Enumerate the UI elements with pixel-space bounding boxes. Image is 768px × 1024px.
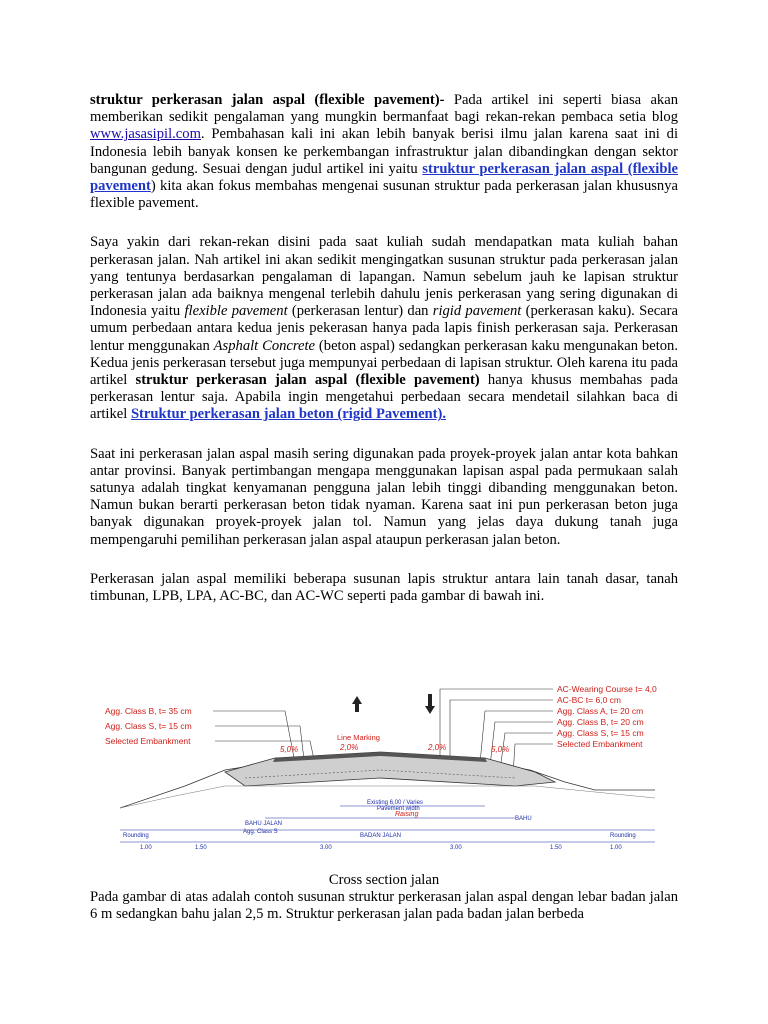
- existing-label: Existing 6,00 / Varies: [367, 800, 423, 806]
- rounding-left-label: Rounding: [123, 833, 149, 839]
- intro-title: struktur perkerasan jalan aspal (flexible pavement)-: [90, 92, 445, 108]
- down-arrow-icon: [425, 694, 435, 714]
- dimension-labels: [123, 800, 636, 851]
- cross-section-drawing: [95, 678, 665, 858]
- right-label-acbc: AC-BC t= 6,0 cm: [557, 695, 622, 705]
- slope-right-lane: 2,0%: [428, 743, 447, 752]
- right-label-class-a: Agg. Class A, t= 20 cm: [557, 706, 644, 716]
- right-layer-labels: [557, 684, 657, 749]
- rigid-pavement-link[interactable]: Struktur perkerasan jalan beton (rigid Pavement).: [130, 406, 447, 423]
- slope-left-lane: 2,0%: [340, 743, 359, 752]
- bahu-label: BAHU: [515, 816, 532, 822]
- raising-label: Raising: [395, 811, 419, 818]
- slope-right-shoulder: 5,0%: [491, 745, 510, 754]
- flexible-pavement-link[interactable]: struktur perkerasan jalan aspal (flexible pavement: [90, 160, 679, 195]
- dim-1: 1.00: [140, 845, 152, 851]
- left-label-embankment: Selected Embankment: [105, 736, 191, 746]
- dim-4: 3.00: [450, 845, 462, 851]
- right-label-class-b: Agg. Class B, t= 20 cm: [557, 717, 644, 727]
- right-label-acwc: AC-Wearing Course t= 4,0: [557, 684, 657, 694]
- dim-2: 1.50: [195, 845, 207, 851]
- line-marking-label: Line Marking: [337, 733, 380, 742]
- dim-5: 1.50: [550, 845, 562, 851]
- paragraph-types: Saya yakin dari rekan-rekan disini pada saat kuliah sudah mendapatkan mata kuliah bahan perkerasan jalan. Nah artikel ini akan sedikit mengingatkan susunan struktur pada perkerasan jalan yang tentunya berdasarkan pengalaman di lapangan. Namun sebelum jauh ke lapisan struktur perkerasan jalan ada baiknya mengenal terlebih dahulu jenis perkerasan yang sering digunakan di Indonesia yaitu flexible pavement (perkerasan lentur) dan rigid pavement (perkerasan kaku). Secara umum perbedaan antara kedua jenis pekerasan hanya pada lapis finish perkerasan saja. Perkerasan lentur menggunakan Asphalt Concrete (beton aspal) sedangkan perkerasan kaku mengunakan beton. Kedua jenis perkerasan tersebut juga mempunyai perbedaan di lapisan struktur. Oleh karena itu pada artikel struktur perkerasan jalan aspal (flexible pavement) hanya khusus membahas pada perkerasan lentur saja. Apabila ingin mengetahui perbedaan secara mendetail silahkan baca di artikel Struktur perkerasan jalan beton (rigid Pavement).: [90, 234, 679, 423]
- figure-caption: Cross section jalan: [328, 872, 440, 888]
- badan-jalan-label: BADAN JALAN: [360, 833, 402, 839]
- paragraph-layers: Perkerasan jalan aspal memiliki beberapa susunan lapis struktur antara lain tanah dasar, tanah timbunan, LPB, LPA, AC-BC, dan AC-WC seperti pada gambar di bawah ini.: [90, 570, 678, 605]
- article-body: [90, 92, 678, 627]
- agg-class-s-label: Agg. Class S: [243, 829, 278, 835]
- left-label-class-s: Agg. Class S, t= 15 cm: [105, 721, 192, 731]
- cross-section-figure: [95, 678, 665, 858]
- slope-labels: [280, 743, 509, 754]
- right-label-embankment: Selected Embankment: [557, 739, 643, 749]
- dim-6: 1.00: [610, 845, 622, 851]
- bahu-jalan-label: BAHU JALAN: [245, 821, 283, 827]
- paragraph-intro: struktur perkerasan jalan aspal (flexible pavement)- Pada artikel ini seperti biasa akan memberikan sedikit pengalaman yang mungkin bermanfaat bagi rekan-rekan pembaca setia blog www.jasasipil.com. Pembahasan kali ini akan lebih banyak berisi ilmu jalan karena saat ini di Indonesia lebih banyak konsen ke perkembangan infrastruktur jalan dibandingkan dengan sektor bangunan gedung. Sesuai dengan judul artikel ini yaitu struktur perkerasan jalan aspal (flexible pavement) kita akan fokus membahas mengenai susunan struktur pada perkerasan jalan khususnya flexible pavement.: [90, 92, 679, 212]
- slope-left-shoulder: 5,0%: [280, 745, 299, 754]
- paragraph-usage: Saat ini perkerasan jalan aspal masih sering digunakan pada proyek-proyek jalan antar kota bahkan antar provinsi. Banyak pertimbangan mengapa menggunakan lapisan aspal pada permukaan salah satunya adalah tingkat kenyamanan pengguna jalan lebih tinggi dibanding menggunakan beton. Namun bukan berarti perkerasan beton tidak nyaman. Karena saat ini pun perkerasan beton juga banyak digunakan proyek-proyek jalan tol. Namun yang jelas daya dukung tanah juga mempengaruhi pemilihan perkerasan jalan aspal ataupun perkerasan jalan beton.: [90, 445, 678, 548]
- up-arrow-icon: [352, 696, 362, 712]
- rounding-right-label: Rounding: [610, 833, 636, 839]
- left-layer-labels: [105, 706, 192, 746]
- dim-3: 3.00: [320, 845, 332, 851]
- left-label-class-b: Agg. Class B, t= 35 cm: [105, 706, 192, 716]
- pavement-label: Pavement width: [377, 806, 420, 812]
- right-label-class-s: Agg. Class S, t= 15 cm: [557, 728, 644, 738]
- paragraph-after-figure: Pada gambar di atas adalah contoh susunan struktur perkerasan jalan aspal dengan lebar badan jalan 6 m sedangkan bahu jalan 2,5 m. Struktur perkerasan jalan pada badan jalan berbeda: [90, 889, 678, 923]
- blog-link[interactable]: www.jasasipil.com: [90, 126, 201, 143]
